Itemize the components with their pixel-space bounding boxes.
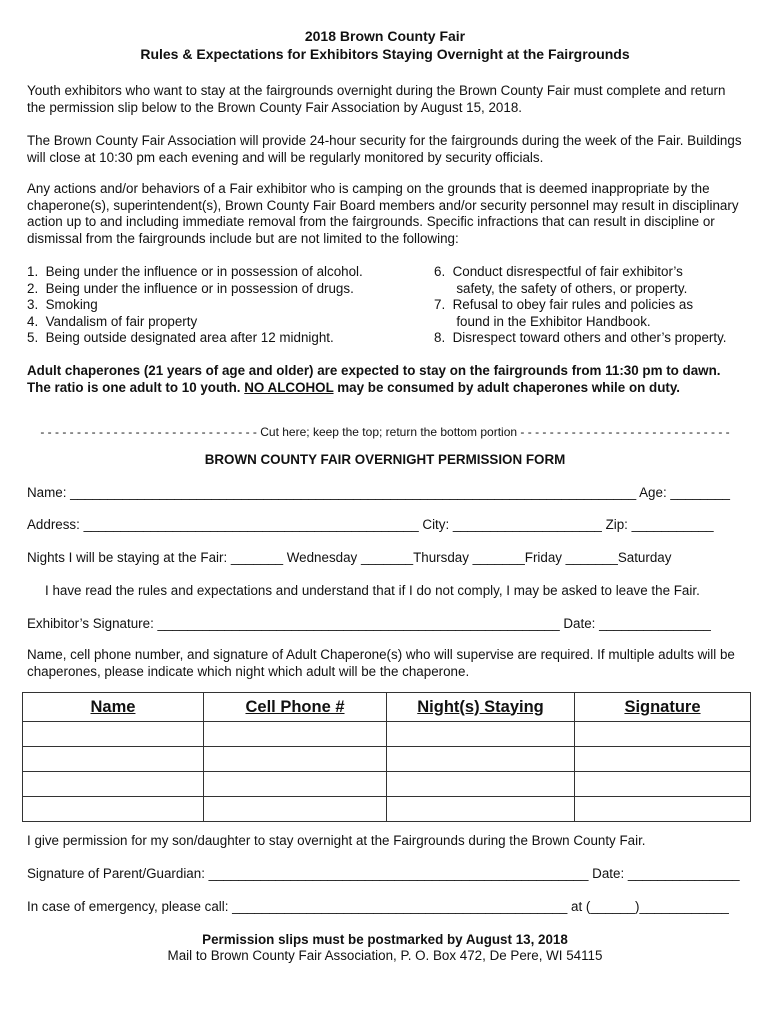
chaperone-phone-cell[interactable] bbox=[204, 722, 387, 747]
chaperone-phone-cell[interactable] bbox=[204, 747, 387, 772]
table-row bbox=[23, 797, 751, 822]
chaperone-nights-cell[interactable] bbox=[387, 722, 575, 747]
exhibitor-signature-field[interactable]: Exhibitor’s Signature: ______________________________________________________ Date: _______________ bbox=[27, 616, 711, 631]
chaperone-nights-cell[interactable] bbox=[387, 747, 575, 772]
chaperone-name-cell[interactable] bbox=[23, 722, 204, 747]
list-item: 6. Conduct disrespectful of fair exhibitor’s bbox=[434, 264, 683, 279]
chaperone-name-cell[interactable] bbox=[23, 797, 204, 822]
chaperone-signature-cell[interactable] bbox=[575, 747, 751, 772]
cut-line: - - - - - - - - - - - - - - - - - - - - - - - - - - - - - - Cut here; keep the top; return the bottom portion - - - - - - - - - - - - - - - - - - - - - - - - - - - - - bbox=[40, 425, 730, 439]
list-item: 8. Disrespect toward others and other’s property. bbox=[434, 330, 727, 345]
list-item: 4. Vandalism of fair property bbox=[27, 314, 198, 329]
chaperone-signature-cell[interactable] bbox=[575, 772, 751, 797]
document-title: 2018 Brown County Fair bbox=[304, 28, 466, 44]
list-item: 3. Smoking bbox=[27, 297, 98, 312]
chaperone-notice-part2: may be consumed by adult chaperones while on duty. bbox=[333, 379, 681, 395]
table-row bbox=[23, 747, 751, 772]
chaperone-signature-cell[interactable] bbox=[575, 722, 751, 747]
list-item: safety, the safety of others, or property. bbox=[434, 281, 688, 296]
list-item: 2. Being under the influence or in possession of drugs. bbox=[27, 281, 354, 296]
chaperone-signature-cell[interactable] bbox=[575, 797, 751, 822]
chaperone-name-cell[interactable] bbox=[23, 772, 204, 797]
column-header-cell-phone: Cell Phone # bbox=[204, 693, 387, 722]
no-alcohol-emphasis: NO ALCOHOL bbox=[244, 379, 334, 395]
list-item: 1. Being under the influence or in possession of alcohol. bbox=[27, 264, 363, 279]
intro-paragraph-1: Youth exhibitors who want to stay at the fairgrounds overnight during the Brown County Fair must complete and return the permission slip below to the Brown County Fair Association by August 15, 2018. bbox=[27, 83, 726, 115]
chaperone-nights-cell[interactable] bbox=[387, 797, 575, 822]
nights-staying-field[interactable]: Nights I will be staying at the Fair: _______ Wednesday _______Thursday _______Friday _______Saturday bbox=[27, 550, 672, 565]
intro-paragraph-3: Any actions and/or behaviors of a Fair exhibitor who is camping on the grounds that is deemed inappropriate by the chaperone(s), superintendent(s), Brown County Fair Board members and/or security personnel may result in disciplinary action up to and including immediate removal from the fairgrounds. Specific infractions that can result in discipline or dismissal from the fairgrounds include but are not limited to the following: bbox=[27, 181, 739, 246]
address-city-zip-field[interactable]: Address: _____________________________________________ City: ____________________ Zip: ___________ bbox=[27, 517, 714, 532]
column-header-signature: Signature bbox=[575, 693, 751, 722]
chaperone-notice-part1: Adult chaperones (21 years of age and older) are expected to stay on the fairgrounds from 11:30 pm to dawn. The ratio is one adult to 10 youth. bbox=[27, 363, 721, 395]
postmark-deadline: Permission slips must be postmarked by August 13, 2018 bbox=[202, 932, 568, 947]
list-item: 7. Refusal to obey fair rules and policies as bbox=[434, 297, 694, 312]
table-row bbox=[23, 722, 751, 747]
chaperone-table bbox=[22, 692, 751, 822]
emergency-contact-field[interactable]: In case of emergency, please call: _____________________________________________ at (______)____________ bbox=[27, 899, 729, 914]
column-header-name: Name bbox=[23, 693, 204, 722]
name-age-field[interactable]: Name: ____________________________________________________________________________ Age: ________ bbox=[27, 485, 730, 500]
acknowledgement-text: I have read the rules and expectations and understand that if I do not comply, I may be asked to leave the Fair. bbox=[45, 583, 700, 598]
mailing-address: Mail to Brown County Fair Association, P. O. Box 472, De Pere, WI 54115 bbox=[167, 948, 603, 963]
document-subtitle: Rules & Expectations for Exhibitors Staying Overnight at the Fairgrounds bbox=[140, 46, 630, 62]
table-row bbox=[23, 772, 751, 797]
chaperone-instructions: Name, cell phone number, and signature of Adult Chaperone(s) who will supervise are required. If multiple adults will be chaperones, please indicate which night which adult will be the chaperone. bbox=[27, 647, 735, 679]
table-header-row bbox=[23, 693, 751, 722]
list-item: 5. Being outside designated area after 12 midnight. bbox=[27, 330, 334, 345]
chaperone-nights-cell[interactable] bbox=[387, 772, 575, 797]
chaperone-phone-cell[interactable] bbox=[204, 797, 387, 822]
form-title: BROWN COUNTY FAIR OVERNIGHT PERMISSION FORM bbox=[204, 452, 566, 467]
chaperone-notice bbox=[27, 363, 747, 396]
chaperone-phone-cell[interactable] bbox=[204, 772, 387, 797]
list-item: found in the Exhibitor Handbook. bbox=[434, 314, 651, 329]
parent-signature-field[interactable]: Signature of Parent/Guardian: ___________________________________________________ Date: _______________ bbox=[27, 866, 740, 881]
chaperone-name-cell[interactable] bbox=[23, 747, 204, 772]
intro-paragraph-2: The Brown County Fair Association will provide 24-hour security for the fairgrounds during the week of the Fair. Buildings will close at 10:30 pm each evening and will be regularly monitored by security officials. bbox=[27, 133, 742, 165]
column-header-nights-staying: Night(s) Staying bbox=[387, 693, 575, 722]
parent-permission-text: I give permission for my son/daughter to stay overnight at the Fairgrounds during the Brown County Fair. bbox=[27, 833, 646, 848]
